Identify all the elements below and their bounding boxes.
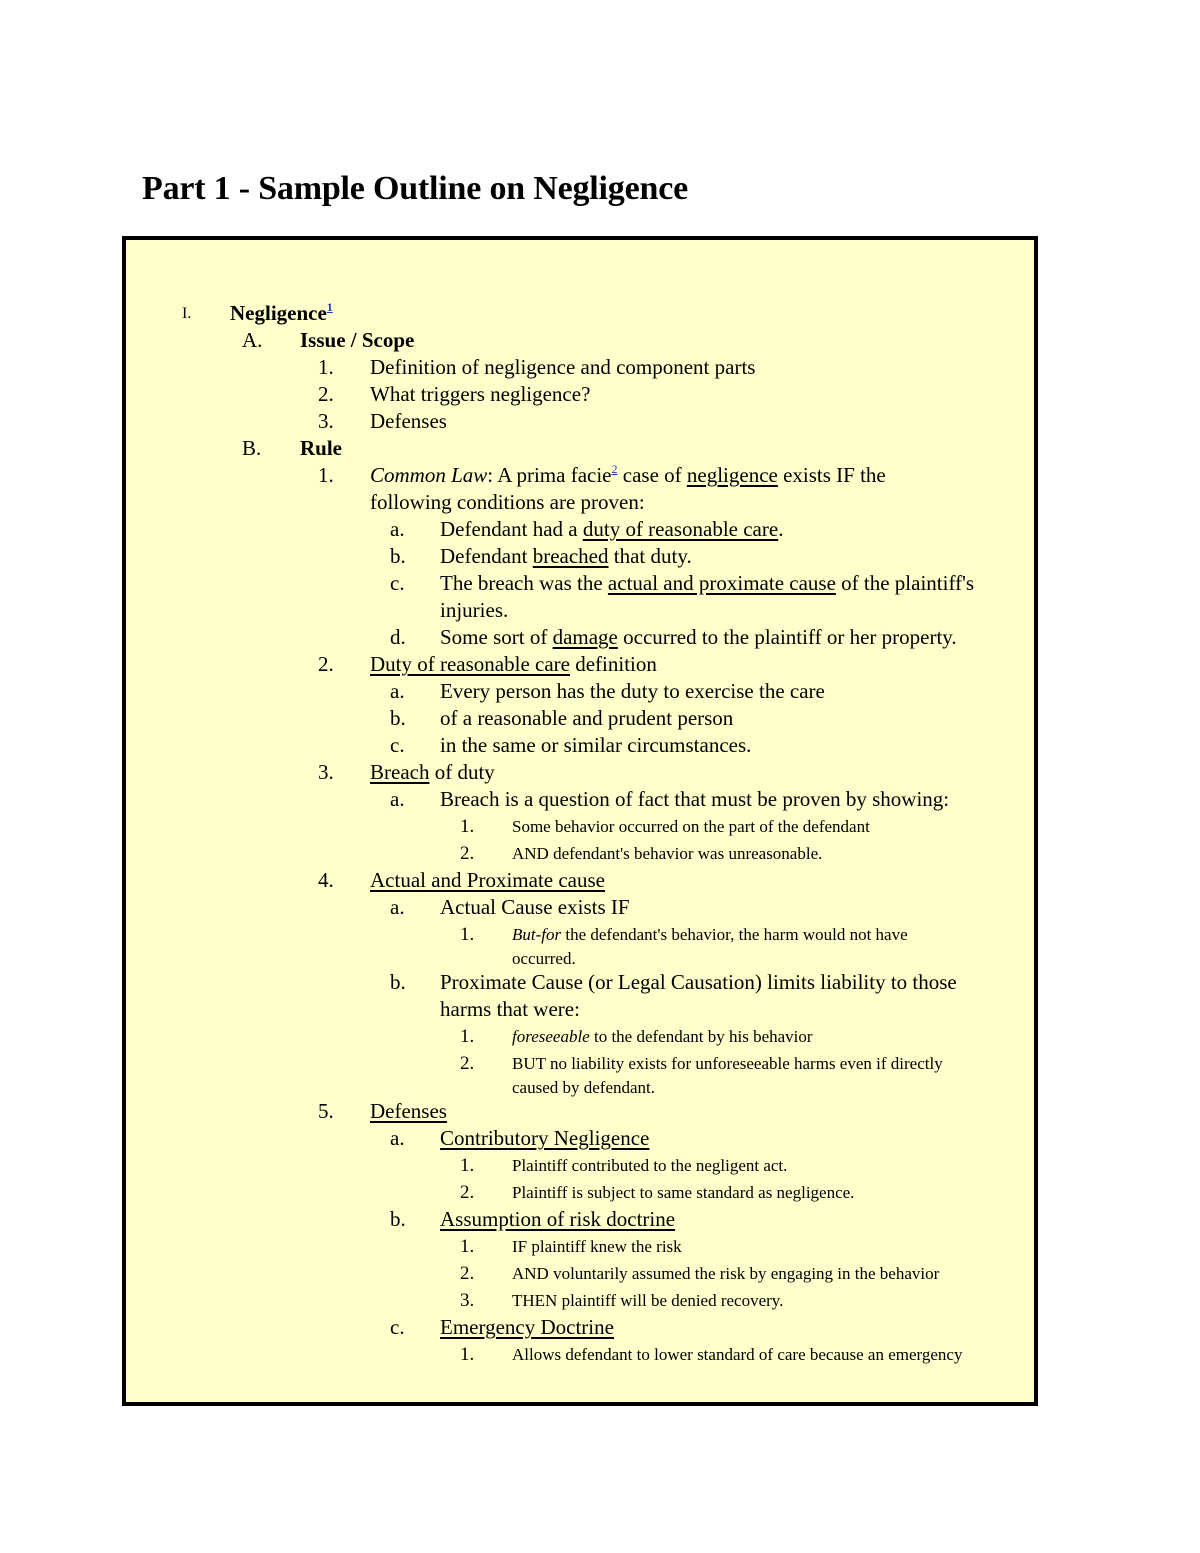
outline-box (122, 236, 1038, 1406)
outline-text: Every person has the duty to exercise the care (440, 679, 825, 703)
outline-text: IF plaintiff knew the risk (512, 1237, 682, 1256)
outline-marker: I. (182, 305, 192, 322)
list-item (126, 1314, 1034, 1341)
list-item (126, 1341, 1034, 1368)
list-item (126, 543, 1034, 570)
rule-defenses (126, 1098, 1034, 1125)
outline-text: AND voluntarily assumed the risk by engaging in the behavior (512, 1264, 940, 1283)
outline-marker: 2. (460, 843, 475, 864)
outline-marker: 1. (318, 355, 334, 379)
list-item (126, 381, 1034, 408)
rule-breach (126, 759, 1034, 786)
outline-text: Some behavior occurred on the part of the defendant (512, 817, 870, 836)
list-item (126, 813, 1034, 840)
outline-marker: 1. (460, 1344, 475, 1365)
outline-marker: c. (390, 733, 405, 757)
list-item (126, 840, 1034, 867)
outline-marker: B. (242, 436, 262, 460)
outline-text: Definition of negligence and component parts (370, 355, 756, 379)
outline-text: Contributory Negligence (440, 1126, 650, 1150)
outline-text: AND defendant's behavior was unreasonable. (512, 844, 823, 863)
rule-causation (126, 867, 1034, 894)
outline-text: Plaintiff contributed to the negligent act. (512, 1156, 788, 1175)
outline-marker: 1. (460, 924, 475, 945)
heading-rule: Rule (300, 436, 342, 460)
outline-marker: c. (390, 571, 405, 595)
outline-marker: 5. (318, 1099, 334, 1123)
outline-marker: a. (390, 679, 405, 703)
outline-text: Emergency Doctrine (440, 1315, 614, 1339)
outline-marker: 1. (318, 463, 334, 487)
outline-text: BUT no liability exists for unforeseeable harms even if directly (512, 1054, 943, 1073)
outline-text: Allows defendant to lower standard of care because an emergency (512, 1345, 963, 1364)
outline-marker: c. (390, 1315, 405, 1339)
list-item (126, 516, 1034, 543)
outline-text: occurred. (512, 949, 576, 968)
list-item (126, 1233, 1034, 1260)
outline-text: harms that were: (440, 997, 580, 1021)
outline-marker: b. (390, 544, 406, 568)
outline-marker: 1. (460, 816, 475, 837)
list-item (126, 786, 1034, 813)
list-item (126, 705, 1034, 732)
outline-text: Duty of reasonable care definition (370, 652, 657, 676)
outline-marker: b. (390, 970, 406, 994)
list-item (126, 624, 1034, 651)
outline-marker: 2. (460, 1263, 475, 1284)
outline-text: injuries. (440, 598, 509, 622)
list-item (126, 1125, 1034, 1152)
outline-marker: 2. (318, 382, 334, 406)
list-item (126, 1152, 1034, 1179)
list-item (126, 408, 1034, 435)
outline-marker: 1. (460, 1026, 475, 1047)
outline-marker: a. (390, 787, 405, 811)
list-item (126, 921, 1034, 945)
outline-text: Actual and Proximate cause (370, 868, 605, 892)
outline-marker: a. (390, 895, 405, 919)
outline-text: THEN plaintiff will be denied recovery. (512, 1291, 784, 1310)
outline-text: Proximate Cause (or Legal Causation) limits liability to those (440, 970, 957, 994)
outline-marker: a. (390, 1126, 405, 1150)
heading-negligence: Negligence (230, 301, 327, 325)
outline-text: Assumption of risk doctrine (440, 1207, 676, 1231)
outline-text: What triggers negligence? (370, 382, 591, 406)
list-item (126, 732, 1034, 759)
outline-text: Breach is a question of fact that must be proven by showing: (440, 787, 950, 811)
list-item (126, 1206, 1034, 1233)
list-item (126, 570, 1034, 597)
outline-text: following conditions are proven: (370, 490, 645, 514)
outline-text: foreseeable to the defendant by his behavior (512, 1027, 813, 1046)
outline-text: But-for the defendant's behavior, the harm would not have (512, 925, 908, 944)
outline-marker: 3. (318, 760, 334, 784)
list-item (126, 969, 1034, 996)
list-item (126, 1287, 1034, 1314)
outline-marker: b. (390, 1207, 406, 1231)
list-item-continuation (126, 945, 1034, 969)
outline-text: Defenses (370, 1099, 447, 1123)
outline-marker: 4. (318, 868, 334, 892)
list-item (126, 678, 1034, 705)
outline-list (126, 300, 1034, 1368)
outline-text: Plaintiff is subject to same standard as negligence. (512, 1183, 855, 1202)
outline-marker: d. (390, 625, 406, 649)
outline-marker: b. (390, 706, 406, 730)
outline-marker: A. (242, 328, 263, 352)
outline-marker: 1. (460, 1155, 475, 1176)
rule-common-law (126, 462, 1034, 489)
outline-text: Common Law: A prima facie$^2$ case of negligence exists IF the (370, 462, 886, 487)
outline-marker: 2. (318, 652, 334, 676)
outline-item-issue-scope (126, 327, 1034, 354)
page-title: Part 1 - Sample Outline on Negligence (142, 170, 688, 207)
list-item-continuation (126, 597, 1034, 624)
outline-text: Some sort of damage occurred to the plaintiff or her property. (440, 625, 957, 649)
heading-issue-scope: Issue / Scope (300, 328, 415, 352)
outline-marker: 3. (318, 409, 334, 433)
list-item (126, 894, 1034, 921)
outline-marker: 2. (460, 1053, 475, 1074)
outline-text: Defenses (370, 409, 447, 433)
list-item (126, 1023, 1034, 1050)
outline-text: in the same or similar circumstances. (440, 733, 752, 757)
outline-text: The breach was the actual and proximate cause of the plaintiff's (440, 571, 975, 595)
list-item (126, 1260, 1034, 1287)
outline-marker: 1. (460, 1236, 475, 1257)
list-item (126, 1050, 1034, 1074)
outline-marker: 3. (460, 1290, 475, 1311)
footnote-link-2[interactable]: 2 (611, 462, 618, 476)
outline-item-negligence (126, 300, 1034, 327)
outline-text: caused by defendant. (512, 1078, 656, 1097)
list-item-continuation (126, 1074, 1034, 1098)
outline-text: Breach of duty (370, 760, 495, 784)
list-item (126, 354, 1034, 381)
outline-marker: 2. (460, 1182, 475, 1203)
outline-text: Defendant breached that duty. (440, 544, 692, 568)
outline-item-rule (126, 435, 1034, 462)
outline-text: Actual Cause exists IF (440, 895, 630, 919)
list-item-continuation (126, 489, 1034, 516)
outline-text: of a reasonable and prudent person (440, 706, 734, 730)
list-item-continuation (126, 996, 1034, 1023)
rule-duty-definition (126, 651, 1034, 678)
footnote-link-1[interactable]: 1 (326, 300, 333, 314)
outline-marker: a. (390, 517, 405, 541)
list-item (126, 1179, 1034, 1206)
outline-text: Defendant had a duty of reasonable care. (440, 517, 784, 541)
